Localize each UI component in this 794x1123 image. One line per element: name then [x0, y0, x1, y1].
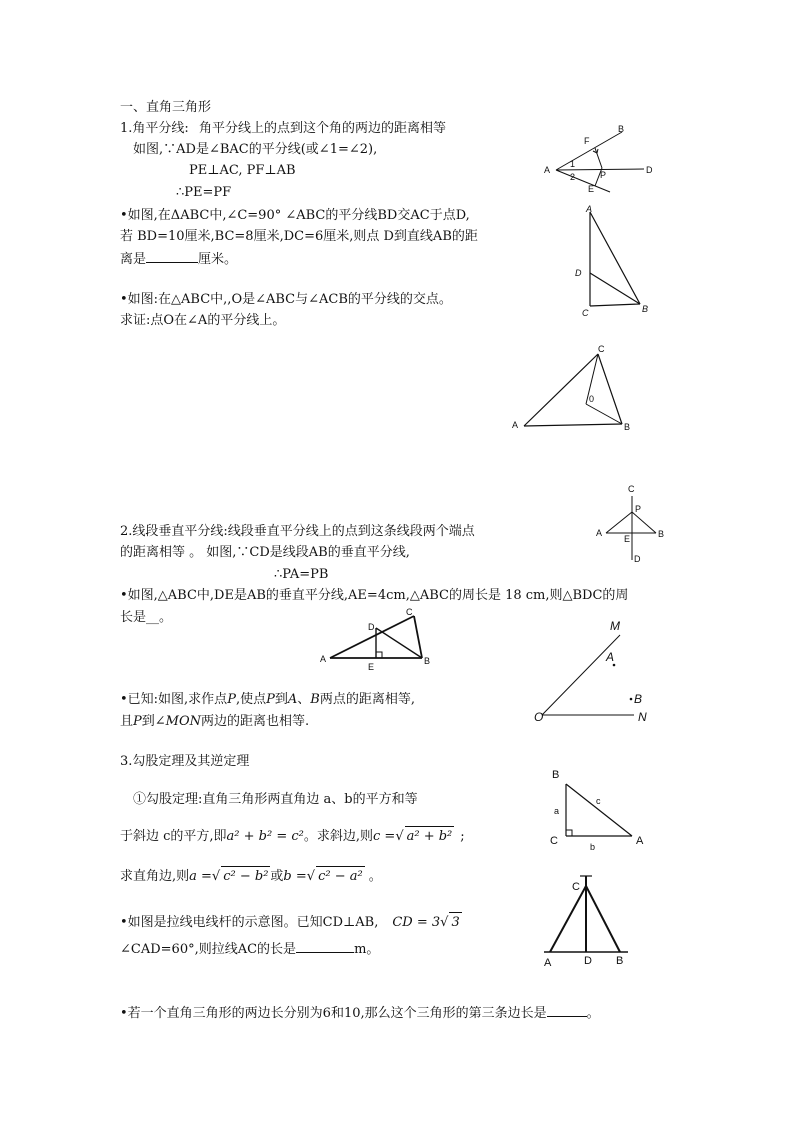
ex2-line1: •如图:在△ABC中,,O是∠ABC与∠ACB的平分线的交点。	[120, 292, 452, 307]
figure-perp-bisector	[590, 482, 670, 568]
sqrt-sign: √	[440, 915, 449, 930]
ex2-line2: 求证:点O在∠A的平分线上。	[120, 313, 286, 328]
label-D: D	[584, 955, 592, 967]
s2-ex2-p: P	[227, 692, 236, 707]
label-E: E	[624, 534, 631, 544]
s2-ex2-text-a: •已知:如图,求作点	[120, 692, 228, 707]
leg-a-lhs: a =	[189, 869, 212, 884]
pythagoras-text: 于斜边 c的平方,即	[120, 829, 227, 844]
figure-utility-pole	[536, 868, 636, 973]
label-A: A	[586, 204, 593, 214]
label-B: B	[624, 422, 631, 432]
label-1: 1	[570, 159, 576, 169]
section2-line2: 的距离相等 。 如图,∵CD是线段AB的垂直平分线,	[120, 545, 410, 560]
label-E: E	[588, 184, 595, 194]
label-b: b	[590, 842, 596, 852]
section3-line2	[120, 826, 465, 847]
s2-ex2-a: A	[287, 692, 298, 707]
answer-blank	[296, 938, 354, 953]
s2-ex2-line2	[120, 712, 309, 732]
or-text: 或	[270, 869, 284, 884]
label-C: C	[582, 308, 589, 318]
line-end: 。	[368, 869, 382, 884]
section3-line3	[120, 866, 382, 887]
section1-heading: 一、直角三角形	[120, 100, 212, 115]
figure-triangle-bd	[572, 200, 662, 320]
label-B: B	[424, 656, 431, 666]
figure-right-triangle	[540, 760, 660, 855]
leg-text: 求直角边,则	[120, 869, 190, 884]
theorem1-label: 1.角平分线:	[120, 121, 189, 136]
s2-ex2-text-c: ,使点	[235, 692, 267, 707]
label-C: C	[406, 607, 413, 617]
label-A: A	[636, 835, 644, 847]
figure-angle-bisector	[540, 120, 670, 200]
s2-ex2-l2-a: 且	[120, 714, 134, 729]
cd-lhs: CD = 3	[392, 915, 441, 930]
s2-ex2-p2: P	[266, 692, 275, 707]
label-B: B	[642, 304, 649, 314]
label-D: D	[575, 268, 582, 278]
ex1-line1: •如图,在ΔABC中,∠C=90° ∠ABC的平分线BD交AC于点D,	[120, 208, 470, 223]
line-end: ;	[460, 829, 465, 844]
label-c: c	[596, 796, 601, 806]
section3-heading: 3.勾股定理及其逆定理	[120, 754, 250, 769]
s2-ex2-text-g: 、	[297, 692, 311, 707]
label-D: D	[634, 554, 641, 564]
label-O: O	[534, 710, 544, 724]
theorem1-text: 角平分线上的点到这个角的两边的距离相等	[198, 121, 446, 136]
label-E: E	[368, 662, 375, 672]
label-A: A	[320, 654, 327, 664]
label-C: C	[628, 484, 635, 494]
label-B: B	[616, 955, 624, 967]
label-D: D	[368, 622, 375, 632]
sqrt-sign: √	[306, 869, 316, 884]
hypotenuse-lhs: c =	[373, 829, 396, 844]
s2-ex2-b: B	[310, 692, 320, 707]
s2-ex2-text-i: 两点的距离相等,	[319, 692, 415, 707]
label-a: a	[554, 806, 560, 816]
label-B: B	[552, 769, 560, 781]
label-O: 0	[589, 394, 595, 404]
hypotenuse-radicand: a² + b²	[405, 826, 455, 847]
pythagoras-formula: a² + b² = c²	[226, 829, 304, 844]
label-C: C	[550, 835, 558, 847]
leg-a-radicand: c² − b²	[221, 866, 270, 887]
label-A: A	[596, 528, 603, 538]
s3-ex2-text: •若一个直角三角形的两边长分别为6和10,那么这个三角形的第三条边长是	[120, 1006, 547, 1021]
label-B: B	[658, 529, 665, 539]
section3-line1: ①勾股定理:直角三角形两直角边 a、b的平方和等	[133, 792, 418, 807]
section2-line3: ∴PA=PB	[274, 567, 329, 582]
ex1-unit: 厘米。	[198, 252, 238, 267]
ex1-line3	[120, 248, 237, 270]
label-P: P	[635, 504, 642, 514]
label-P: P	[600, 170, 607, 180]
theorem1-given: 如图,∵AD是∠BAC的平分线(或∠1=∠2),	[133, 142, 378, 157]
label-A: A	[512, 420, 519, 430]
s3-ex1-unit: m。	[354, 942, 380, 957]
figure-triangle-de	[316, 608, 436, 672]
sqrt-sign: √	[211, 869, 221, 884]
s3-ex2-line1	[120, 1002, 600, 1024]
s2-ex2-l2-c: 到∠	[141, 714, 166, 729]
hypotenuse-text: 。求斜边,则	[303, 829, 373, 844]
label-A: A	[606, 650, 615, 664]
section2-line1: 2.线段垂直平分线:线段垂直平分线上的点到这条线段两个端点	[120, 524, 475, 539]
label-C: C	[598, 344, 605, 354]
s2-ex2-l2-p: P	[133, 714, 142, 729]
figure-triangle-o	[508, 344, 638, 434]
s3-ex1-text2: ∠CAD=60°,则拉线AC的长是	[120, 942, 297, 957]
s3-ex1-line1	[120, 912, 462, 933]
label-A: A	[544, 957, 552, 969]
ex1-text: 离是	[120, 252, 147, 267]
s2-ex1-line1: •如图,△ABC中,DE是AB的垂直平分线,AE=4cm,△ABC的周长是 18 cm,则△BDC的周	[120, 588, 629, 603]
theorem1-title	[120, 119, 446, 139]
s2-ex2-text-e: 到	[274, 692, 288, 707]
answer-blank	[547, 1002, 587, 1017]
leg-b-lhs: b =	[283, 869, 307, 884]
s3-ex2-end: 。	[586, 1006, 600, 1021]
label-D: D	[646, 165, 653, 175]
s2-ex2-l2-mon: MON	[165, 714, 202, 729]
s2-ex2-l2-e: 两边的距离也相等.	[201, 714, 310, 729]
label-B: B	[618, 124, 625, 134]
theorem1-perp: PE⊥AC, PF⊥AB	[189, 163, 296, 178]
label-2: 2	[570, 172, 576, 182]
label-A: A	[544, 165, 551, 175]
s2-ex1-line2: 长是__。	[120, 610, 173, 625]
figure-angle-mon	[530, 615, 660, 730]
s3-ex1-text: •如图是拉线电线杆的示意图。已知CD⊥AB,	[120, 915, 379, 930]
leg-b-radicand: c² − a²	[316, 866, 365, 887]
label-N: N	[638, 710, 647, 724]
label-C: C	[572, 881, 580, 893]
label-B: B	[634, 692, 643, 706]
answer-blank	[146, 248, 198, 263]
cd-radicand: 3	[449, 912, 461, 933]
label-M: M	[610, 619, 620, 633]
ex1-line2: 若 BD=10厘米,BC=8厘米,DC=6厘米,则点 D到直线AB的距	[120, 229, 478, 244]
s2-ex2-line1	[120, 690, 415, 710]
sqrt-sign: √	[395, 829, 404, 844]
theorem1-conclusion: ∴PE=PF	[176, 185, 232, 200]
label-F: F	[584, 136, 590, 146]
s3-ex1-line2	[120, 938, 379, 960]
